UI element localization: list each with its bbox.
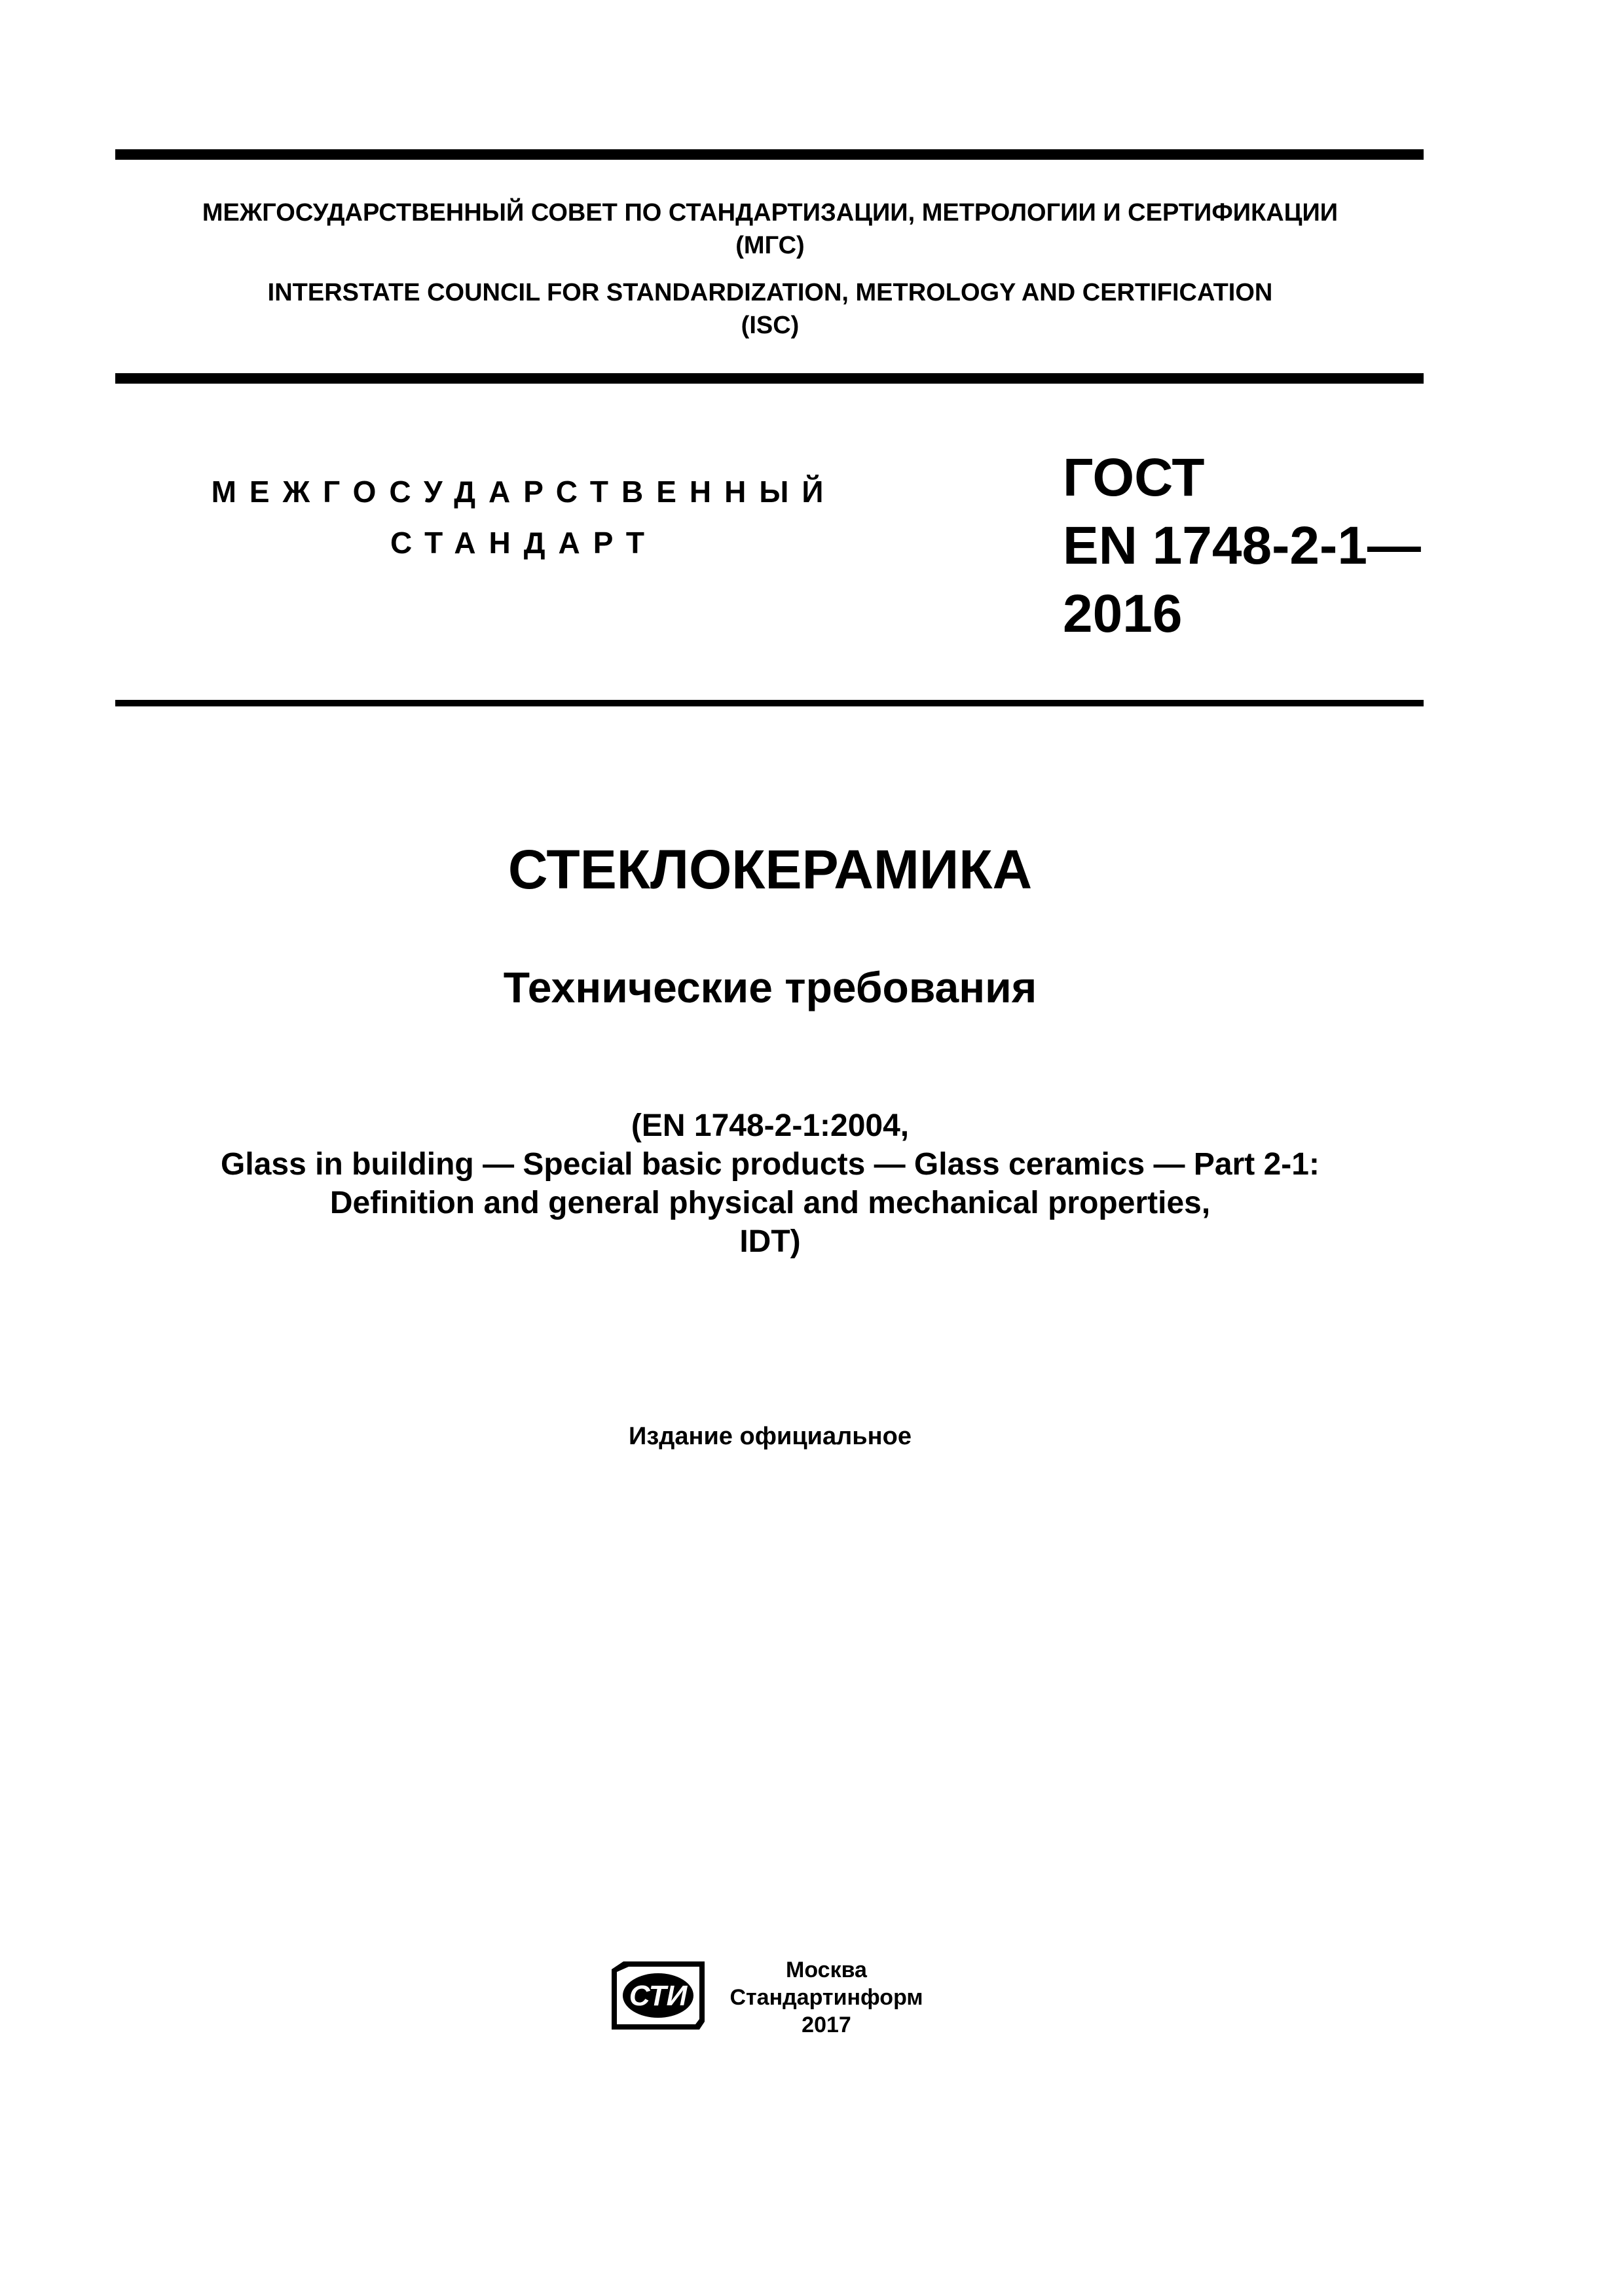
standartinform-logo-icon [609, 1958, 707, 2033]
reference-line-3: Definition and general physical and mechanical properties, [329, 1186, 1211, 1220]
designation-number: EN 1748-2-1— [1063, 516, 1421, 575]
council-en-abbr: (ISC) [741, 312, 800, 339]
publisher-city: Москва [786, 1958, 867, 1982]
designation-rule [115, 700, 1424, 706]
council-ru-name: МЕЖГОСУДАРСТВЕННЫЙ СОВЕТ ПО СТАНДАРТИЗАЦИИ, МЕТРОЛОГИИ И СЕРТИФИКАЦИИ [202, 199, 1338, 227]
document-subtitle: Технические требования [503, 963, 1037, 1011]
reference-line-4: IDT) [739, 1224, 801, 1259]
logo-text: СТИ [629, 1980, 688, 2012]
standard-kind-line1: МЕЖГОСУДАРСТВЕННЫЙ [211, 475, 837, 509]
reference-line-2: Glass in building — Special basic products — Glass ceramics — Part 2-1: [221, 1147, 1320, 1182]
publisher-name: Стандартинформ [729, 1985, 923, 2010]
reference-line-1: (EN 1748-2-1:2004, [631, 1108, 910, 1143]
council-en-name: INTERSTATE COUNCIL FOR STANDARDIZATION, METROLOGY AND CERTIFICATION [267, 279, 1273, 306]
designation-gost: ГОСТ [1063, 448, 1205, 507]
header-bottom-rule [115, 373, 1424, 384]
standard-kind [196, 466, 851, 568]
designation-year: 2016 [1063, 584, 1183, 644]
council-ru-abbr: (МГС) [735, 232, 805, 259]
document-title: СТЕКЛОКЕРАМИКА [507, 839, 1033, 900]
official-edition-label: Издание официальное [629, 1423, 912, 1450]
standard-designation [1063, 444, 1430, 648]
source-reference [115, 1106, 1425, 1261]
top-rule [115, 149, 1424, 160]
publisher-block [722, 1956, 931, 2039]
council-ru [115, 196, 1425, 262]
standard-kind-line2: СТАНДАРТ [390, 526, 657, 560]
council-en [115, 276, 1425, 342]
publisher-year: 2017 [802, 2013, 851, 2037]
